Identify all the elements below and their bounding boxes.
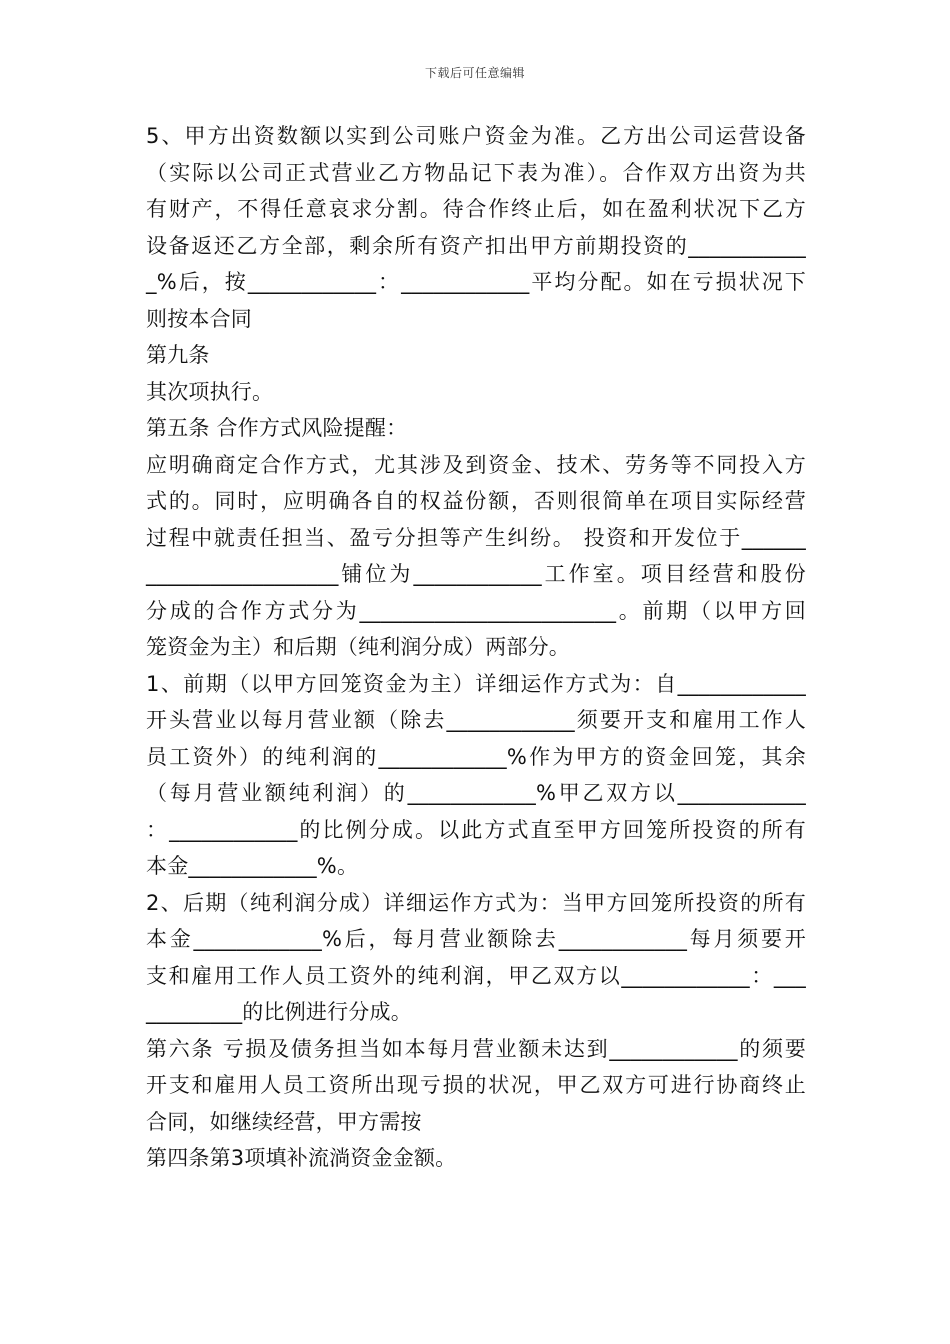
- document-line: 本金____________%。: [146, 854, 359, 878]
- document-line: 本金____________%后，每月营业额除去____________每月须要开: [146, 927, 806, 951]
- document-line: 第九条: [146, 343, 210, 367]
- document-line: （每月营业额纯利润）的____________%甲乙双方以____________: [146, 781, 806, 805]
- document-line: 过程中就责任担当、盈亏分担等产生纠纷。 投资和开发位于______: [146, 525, 806, 550]
- document-line: 1、前期（以甲方回笼资金为主）详细运作方式为：自____________: [146, 671, 806, 696]
- document-line: _________的比例进行分成。: [146, 1000, 412, 1024]
- document-line: ：____________的比例分成。以此方式直至甲方回笼所投资的所有: [146, 817, 806, 842]
- document-line: 第六条 亏损及债务担当如本每月营业额未达到____________的须要: [146, 1036, 806, 1061]
- document-line: （实际以公司正式营业乙方物品记下表为准）。合作双方出资为共: [146, 160, 806, 185]
- document-line: 合同，如继续经营，甲方需按: [146, 1109, 422, 1134]
- document-line: 开支和雇用人员工资所出现亏损的状况，甲乙双方可进行协商终止: [146, 1073, 806, 1097]
- document-line: 2、后期（纯利润分成）详细运作方式为：当甲方回笼所投资的所有: [146, 890, 806, 915]
- document-line: __________________铺位为____________工作室。项目经营和股份: [146, 562, 806, 586]
- document-line: 有财产，不得任意哀求分割。待合作终止后，如在盈利状况下乙方: [146, 197, 806, 221]
- document-line: 第四条第3项填补流淌资金金额。: [146, 1146, 457, 1170]
- document-line: 其次项执行。: [146, 379, 274, 404]
- page-header: 下载后可任意编辑: [424, 66, 525, 80]
- document-line: 分成的合作方式分为________________________。前期（以甲方回: [146, 598, 806, 623]
- document-line: 员工资外）的纯利润的____________%作为甲方的资金回笼，其余: [146, 744, 806, 769]
- document-line: _%后，按____________：____________平均分配。如在亏损状况下: [146, 270, 806, 294]
- document-line: 支和雇用工作人员工资外的纯利润，甲乙双方以____________：___: [146, 963, 806, 988]
- document-line: 设备返还乙方全部，剩余所有资产扣出甲方前期投资的___________: [146, 233, 806, 258]
- document-body: [146, 118, 806, 1177]
- document-line: 应明确商定合作方式，尤其涉及到资金、技术、劳务等不同投入方: [146, 452, 806, 477]
- document-line: 5、甲方出资数额以实到公司账户资金为准。乙方出公司运营设备: [146, 124, 806, 148]
- document-line: 则按本合同: [146, 306, 252, 331]
- document-line: 笼资金为主）和后期（纯利润分成）两部分。: [146, 635, 570, 659]
- document-line: 第五条 合作方式风险提醒：: [146, 416, 408, 440]
- document-line: 式的。同时，应明确各自的权益份额，否则很简单在项目实际经营: [146, 489, 806, 513]
- document-line: 开头营业以每月营业额（除去____________须要开支和雇用工作人: [146, 708, 806, 732]
